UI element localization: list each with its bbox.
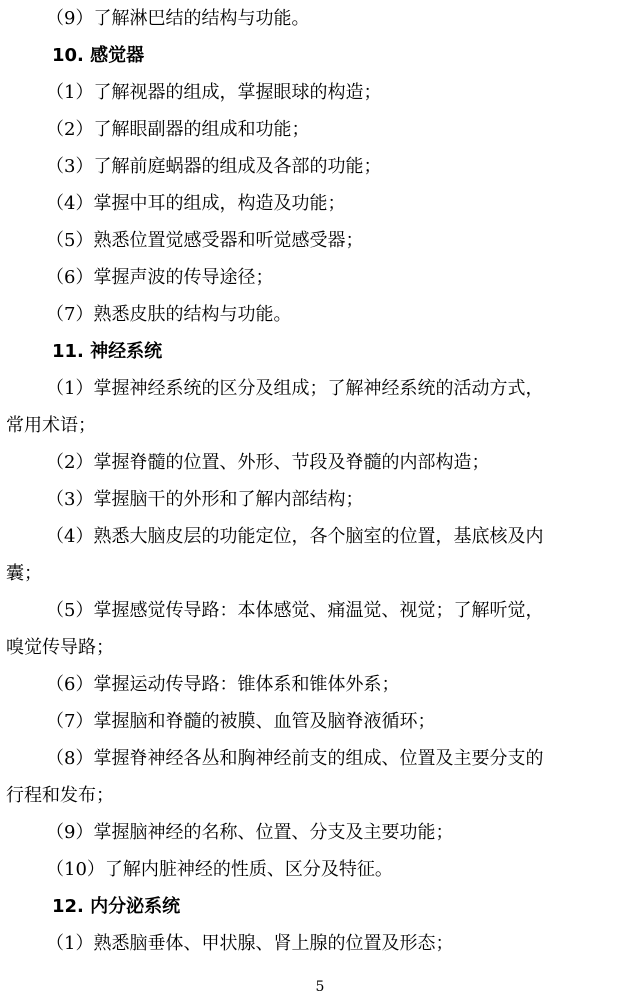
list-item: （7）熟悉皮肤的结构与功能。 (46, 304, 292, 325)
list-item: （10）了解内脏神经的性质、区分及特征。 (46, 859, 393, 880)
list-item: （9）了解淋巴结的结构与功能。 (46, 8, 310, 29)
list-item: （8）掌握脊神经各丛和胸神经前支的组成、位置及主要分支的 (46, 748, 544, 769)
list-item: （1）熟悉脑垂体、甲状腺、肾上腺的位置及形态； (46, 933, 454, 954)
list-item: （3）掌握脑干的外形和了解内部结构； (46, 489, 364, 510)
list-item: （1）掌握神经系统的区分及组成；了解神经系统的活动方式， (46, 378, 544, 399)
list-item: （6）掌握声波的传导途径； (46, 267, 274, 288)
list-item: （4）熟悉大脑皮层的功能定位，各个脑室的位置，基底核及内 (46, 526, 544, 547)
list-item: （6）掌握运动传导路：锥体系和锥体外系； (46, 674, 400, 695)
list-item: （1）了解视器的组成，掌握眼球的构造； (46, 82, 382, 103)
list-item: （2）掌握脊髓的位置、外形、节段及脊髓的内部构造； (46, 452, 490, 473)
section-heading: 11. 神经系统 (52, 341, 163, 362)
list-item-continuation: 行程和发布； (6, 785, 114, 806)
list-item: （4）掌握中耳的组成，构造及功能； (46, 193, 346, 214)
list-item: （2）了解眼副器的组成和功能； (46, 119, 310, 140)
section-heading: 12. 内分泌系统 (52, 896, 181, 917)
list-item-continuation: 嗅觉传导路； (6, 637, 114, 658)
list-item: （5）掌握感觉传导路：本体感觉、痛温觉、视觉；了解听觉， (46, 600, 544, 621)
list-item-continuation: 囊； (6, 563, 42, 584)
list-item: （9）掌握脑神经的名称、位置、分支及主要功能； (46, 822, 454, 843)
page-number: 5 (315, 979, 325, 995)
list-item-continuation: 常用术语； (6, 415, 96, 436)
list-item: （7）掌握脑和脊髓的被膜、血管及脑脊液循环； (46, 711, 436, 732)
list-item: （3）了解前庭蜗器的组成及各部的功能； (46, 156, 382, 177)
section-heading: 10. 感觉器 (52, 45, 145, 66)
list-item: （5）熟悉位置觉感受器和听觉感受器； (46, 230, 364, 251)
